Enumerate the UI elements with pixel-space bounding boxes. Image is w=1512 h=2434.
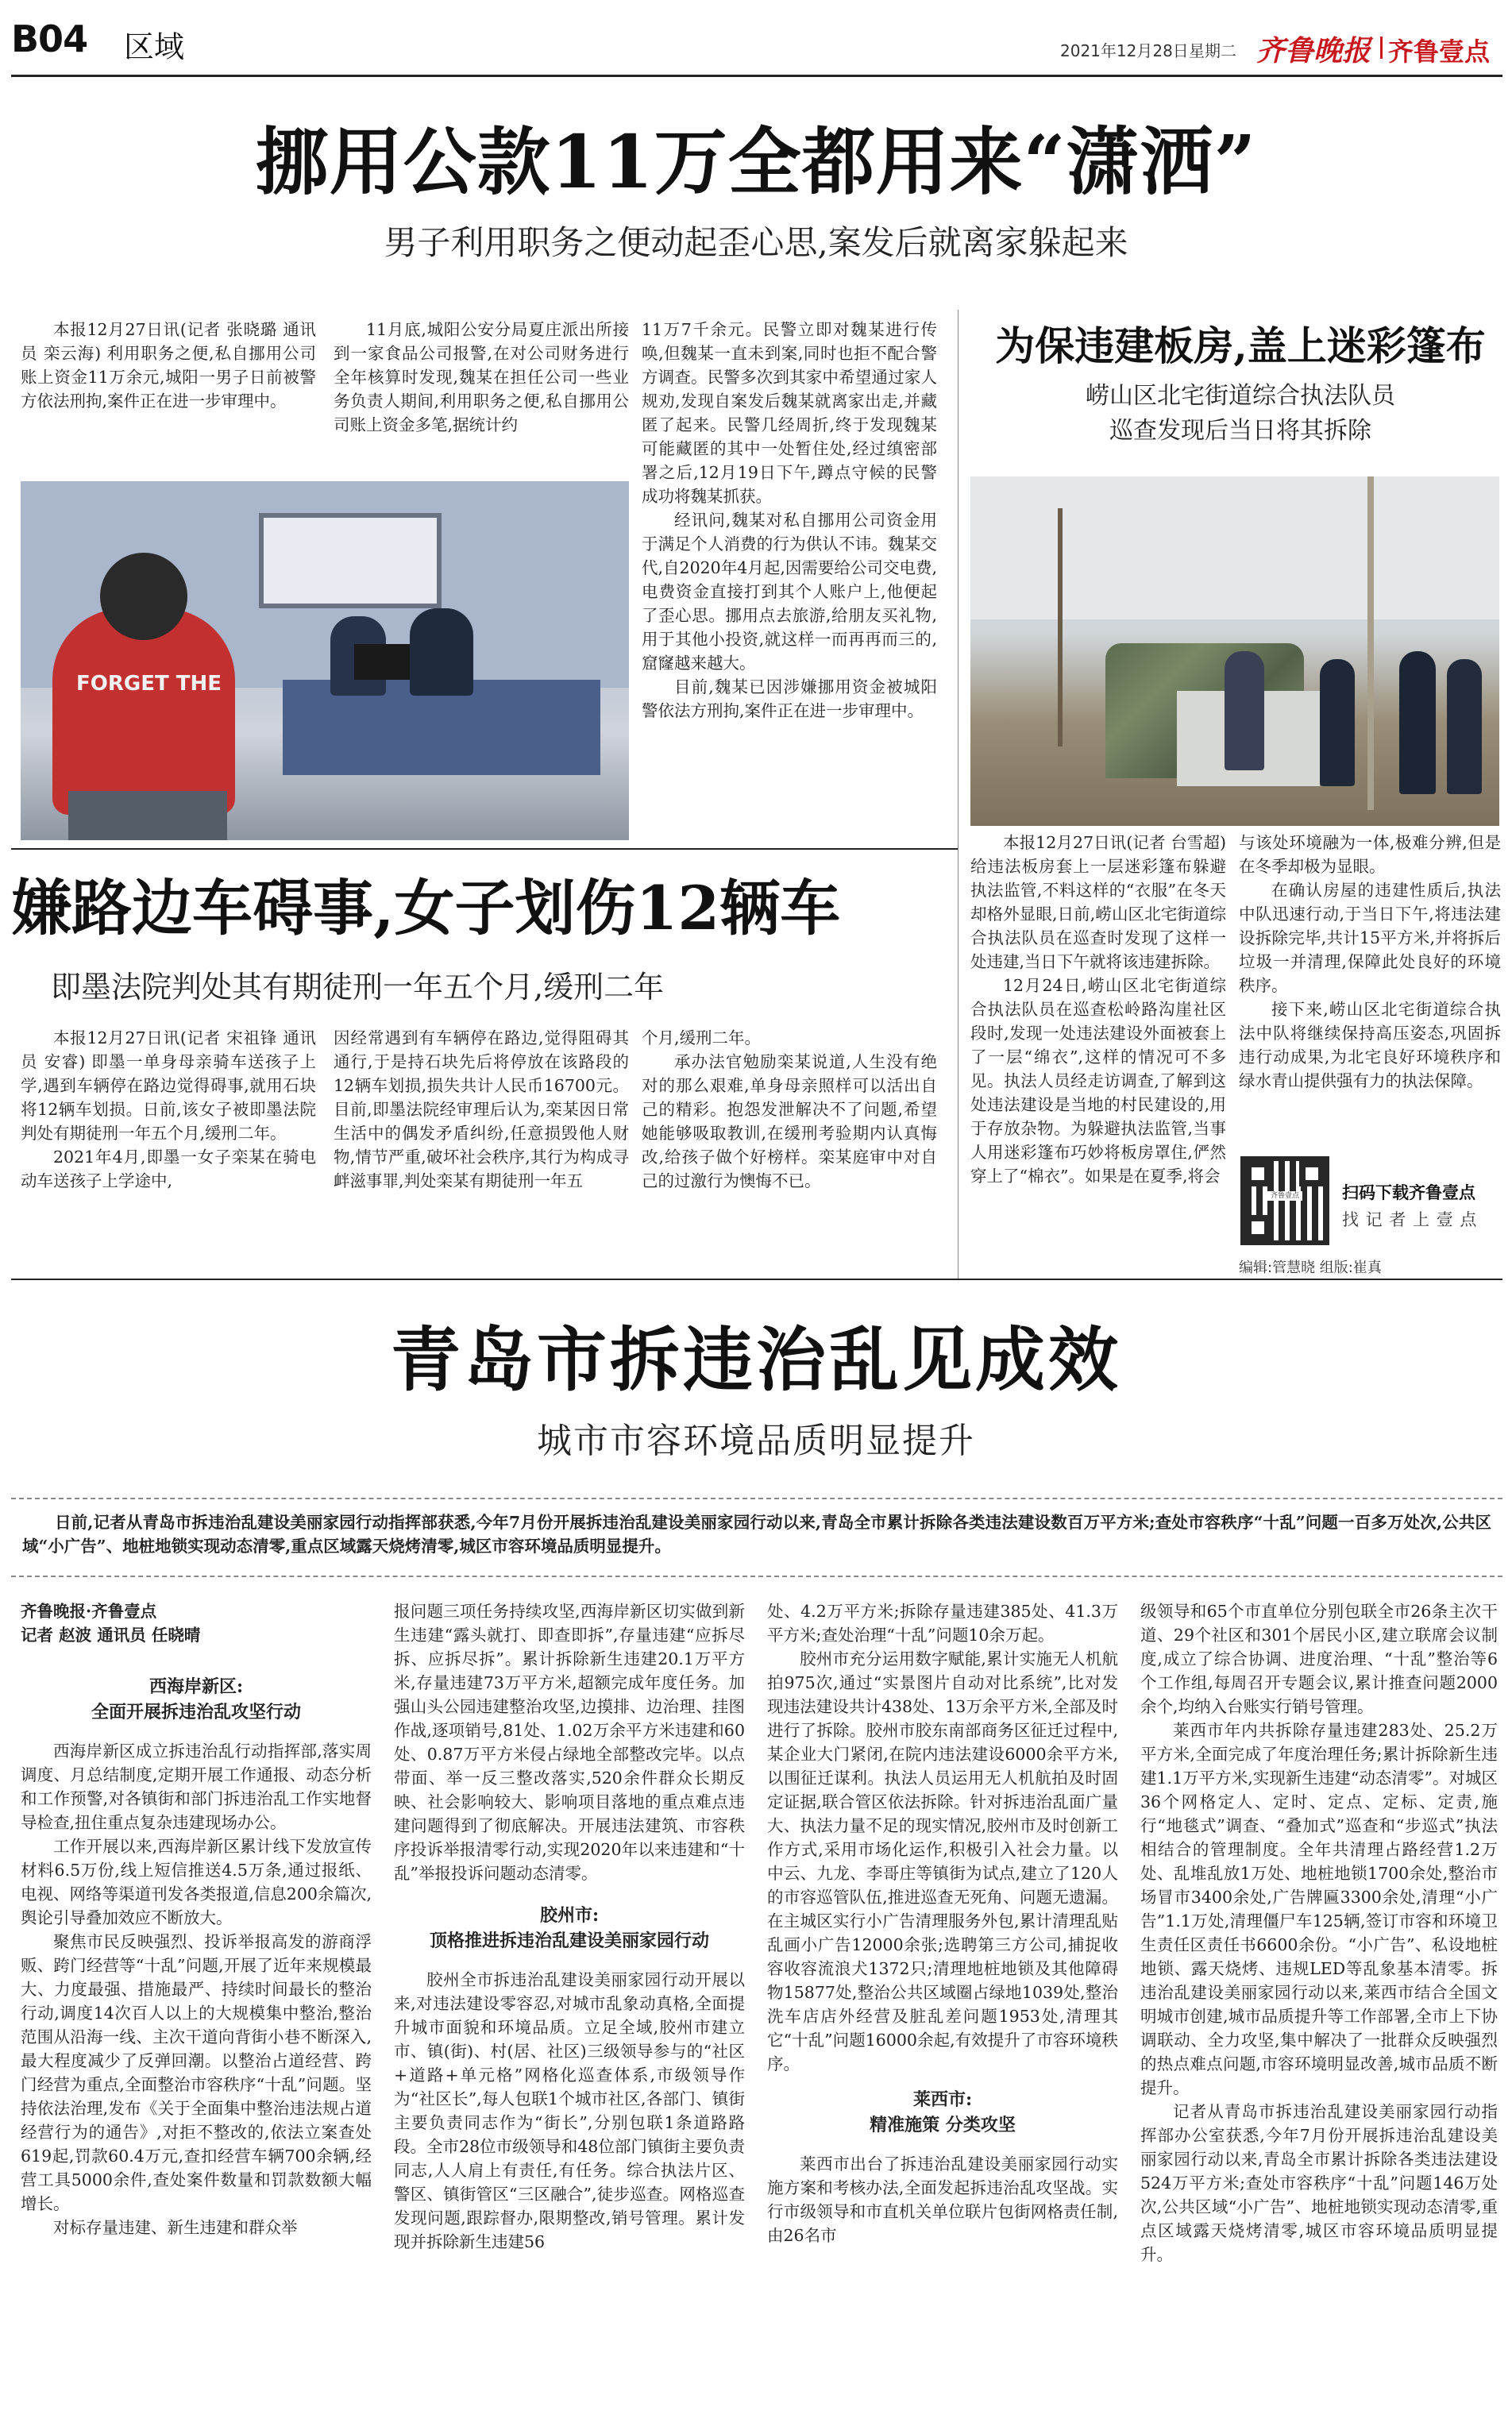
story1-rule bbox=[11, 848, 958, 850]
photo-chair bbox=[68, 791, 227, 840]
story1-col2: 11月底,城阳公安分局夏庄派出所接到一家食品公司报警,在对公司财务进行全年核算时发现,魏某在担任公司一些业务负责人期间,利用职务之便,私自挪用公司账上资金多笔,据统计约 bbox=[334, 320, 629, 434]
story4-lead: 日前,记者从青岛市拆违治乱建设美丽家园行动指挥部获悉,今年7月份开展拆违治乱建设美丽家园行动以来,青岛全市累计拆除各类违法建设数百万平方米;查处市容秩序“十乱”问题一百多万处次,公共区域“小广告”、地桩地锁实现动态清零,重点区域露天烧烤清零,城区市容环境品质明显提升。 bbox=[22, 1513, 1491, 1556]
story3-subhead-2: 巡查发现后当日将其拆除 bbox=[1109, 417, 1371, 445]
story4-subhead: 城市市容环境品质明显提升 bbox=[537, 1421, 975, 1461]
qr-finder-bl bbox=[1245, 1215, 1271, 1240]
story4-col2: 报问题三项任务持续攻坚,西海岸新区切实做到新生违建“露头就打、即查即拆”,存量违建“应拆尽拆、应拆尽拆”。累计拆除新生违建20.1万平方米,存量违建73万平方米,超额完成年度任务。加强山头公园违建整治攻坚,边摸排、边治理、挂图作战,逐项销号,81处、1.02万余平方米违建和60处、0.87万平方米侵占绿地全部整改完毕。以点带面、举一反三整改落实,520余件群众长期反映、社会影响较大、影响项目落地的重点难点违建问题得到了彻底解决。开展违法建筑、市容秩序投诉举报清零行动,实现2020年以来违建和“十乱”举报投诉问题动态清零。 胶州市: 顶格推进拆违治乱建设美丽家园行动 胶州全市拆违治乱建设美丽家园行动开展以来,对违法建设零容忍,对城市乱象动真格,全面提升城市面貌和环境品质。立足全域,胶州市建立市、镇(街)、村(居、社区)三级领导参与的“社区+道路+单元格”网格化巡查体系,市级领导作为“社区长”,每人包联1个城市社区,各部门、镇街主要负责同志作为“街长”,分别包联1条道路路段。全市28位市级领导和48位部门镇街主要负责同志,人人肩上有责任,有任务。综合执法片区、警区、镇街管区“三区融合”,徒步巡查。网格巡查发现问题,跟踪督办,限期整改,销号管理。累计发现并拆除新生违建56 bbox=[394, 1602, 745, 2251]
story4-col3: 处、4.2万平方米;拆除存量违建385处、41.3万平方米;查处治理“十乱”问题10余万起。 胶州市充分运用数字赋能,累计实施无人机航拍975次,通过“实景图片自动对比系统”,比对发现违法建设共计438处、13万余平方米,全部及时进行了拆除。胶州市胶东南部商务区征迁过程中,某企业大门紧闭,在院内违法建设6000余平方米,以围征迁谋利。执法人员运用无人机航拍及时固定证据,联合管区依法拆除。针对拆违治乱面广量大、执法力量不足的现实情况,胶州市及时创新工作方式,采用市场化运作,积极引入社会力量。以中云、九龙、李哥庄等镇街为试点,建立了120人的市容巡管队伍,推进巡查无死角、问题无遗漏。在主城区实行小广告清理服务外包,累计清理乱贴乱画小广告12000余张;选聘第三方公司,捕捉收容收容流浪犬1372只;清理地桩地锁及其他障碍物15877处,整治公共区域圈占绿地1039处,整治洗车店店外经营及脏乱差问题1953处,清理其它“十乱”问题16000余起,有效提升了市容环境秩序。 莱西市: 精准施策 分类攻坚 莱西市出台了拆违治乱建设美丽家园行动实施方案和考核办法,全面发起拆违治乱攻坚战。实行市级领导和市直机关单位联片包街网格责任制,由26名市 bbox=[767, 1602, 1118, 2245]
qr-code[interactable] bbox=[1240, 1156, 1329, 1245]
logo-divider bbox=[1380, 37, 1383, 59]
story4-col4: 级领导和65个市直单位分别包联全市26条主次干道、29个社区和301个居民小区,建立联席会议制度,成立了综合协调、进度治理、“十乱”整治等6个工作组,每周召开专题会议,累计推查问题2000余个,均纳入台账实行销号管理。 莱西市年内共拆除存量违建283处、25.2万平方米,全面完成了年度治理任务;累计拆除新生违建1.1万平方米,实现新生违建“动态清零”。对城区36个网格定人、定时、定点、定标、定责,施行“地毯式”调查、“叠加式”巡查和“步巡式”执法相结合的管理制度。全年共清理占路经营1.2万处、乱堆乱放1万处、地桩地锁1700余处,整治市场冒市3400余处,广告牌匾3300余处,清理“小广告”1.1万处,清理僵尸车125辆,签订市容和环境卫生责任区责任书6600余份。“小广告”、私设地桩地锁、露天烧烤、违规LED等乱象基本清零。拆违治乱建设美丽家园行动以来,莱西市结合全国文明城市创建,城市品质提升等工作部署,全市上下协调联动、全力攻坚,集中解决了一批群众反映强烈的热点难点问题,市容环境明显改善,城市品质不断提升。 记者从青岛市拆违治乱建设美丽家园行动指挥部办公室获悉,今年7月份开展拆违治乱建设美丽家园行动以来,青岛全市累计拆除各类违法建设524万平方米;查处市容秩序“十乱”问题146万处次,公共区域“小广告”、地桩地锁实现动态清零,重点区域露天烧烤清零,城区市容环境品质明显提升。 bbox=[1140, 1602, 1498, 2264]
photo-officer-c bbox=[1447, 659, 1482, 794]
page-number: B04 bbox=[11, 17, 88, 60]
qr-subtitle: 找 记 者 上 壹 点 bbox=[1342, 1210, 1478, 1229]
qr-center-label: 齐鲁壹点 bbox=[1267, 1191, 1302, 1201]
story1-subhead: 男子利用职务之便动起歪心思,案发后就离家躲起来 bbox=[384, 223, 1128, 262]
story1-photo bbox=[21, 481, 629, 840]
editor-credits: 编辑:管慧晓 组版:崔真 bbox=[1239, 1259, 1382, 1276]
story3-subhead-1: 崂山区北宅街道综合执法队员 bbox=[1086, 382, 1395, 410]
story3-col2: 与该处环境融为一体,极难分辨,但是在冬季却极为显眼。 在确认房屋的违建性质后,执法中队迅速行动,于当日下午,将违法建设拆除完毕,共计15平方米,并将拆后垃圾一并清理,保障此处良好的环境秩序。 接下来,崂山区北宅街道综合执法中队将继续保持高压姿态,巩固拆违行动成果,为北宅良好环境秩序和绿水青山提供强有力的执法保障。 bbox=[1239, 833, 1501, 1090]
story4-lead-box bbox=[11, 1498, 1502, 1577]
photo-sky bbox=[970, 476, 1499, 619]
masthead-rule bbox=[11, 75, 1502, 77]
story2-col2: 因经常遇到有车辆停在路边,觉得阻碍其通行,于是持石块先后将停放在该路段的12辆车划损,损失共计人民币16700元。目前,即墨法院经审理后认为,栾某因日常生活中的偶发矛盾纠纷,任意损毁他人财物,情节严重,破坏社会秩序,其行为构成寻衅滋事罪,判处栾某有期徒刑一年五 bbox=[334, 1028, 629, 1190]
photo-monitor bbox=[354, 644, 410, 680]
story1-col3: 11万7千余元。民警立即对魏某进行传唤,但魏某一直未到案,同时也拒不配合警方调查。民警多次到其家中希望通过家人规劝,发现自案发后魏某就离家出走,并藏匿了起来。民警几经周折,终于发现魏某可能藏匿的其中一处暂住处,经过缜密部署之后,12月19日下午,蹲点守候的民警成功将魏某抓获。 经讯问,魏某对私自挪用公司资金用于满足个人消费的行为供认不讳。魏某交代,自2020年4月起,因需要给公司交电费,电费资金直接打到其个人账户上,他便起了歪心思。挪用点去旅游,给朋友买礼物,用于其他小投资,就这样一而再再而三的,窟窿越来越大。 目前,魏某已因涉嫌挪用资金被城阳警依法方刑拘,案件正在进一步审理中。 bbox=[642, 320, 937, 720]
story2-col3: 个月,缓刑二年。 承办法官勉励栾某说道,人生没有绝对的那么艰难,单身母亲照样可以活出自己的精彩。抱怨发泄解决不了问题,希望她能够吸取教训,在缓刑考验期内认真悔改,给孩子做个好榜样。栾某庭审中对自己的过激行为懊悔不已。 bbox=[642, 1028, 937, 1190]
photo-officer-b bbox=[1399, 651, 1436, 794]
photo-pole bbox=[1367, 476, 1374, 810]
story1-headline: 挪用公款11万全都用来“潇洒” bbox=[255, 119, 1257, 205]
issue-weekday: 星期二 bbox=[1189, 41, 1236, 60]
photo-tree bbox=[1058, 508, 1063, 746]
story1-col1: 本报12月27日讯(记者 张晓璐 通讯员 栾云海) 利用职务之便,私自挪用公司账上资金11万余元,城阳一男子日前被警方依法刑拘,案件正在进一步审理中。 bbox=[21, 320, 316, 411]
story3-col1: 本报12月27日讯(记者 台雪超) 给违法板房套上一层迷彩篷布躲避执法监管,不料这样的“衣服”在冬天却格外显眼,日前,崂山区北宅街道综合执法队员在巡查时发现了这样一处违建,当日下午就将该违建拆除。 12月24日,崂山区北宅街道综合执法队员在巡查松岭路沟崖社区段时,发现一处违法建设外面被套上了一层“绵衣”,这样的情况可不多见。执法人员经走访调查,了解到这处违法建设是当地的村民建设的,用于存放杂物。为躲避执法监管,当事人用迷彩篷布巧妙将板房罩住,俨然穿上了“棉衣”。如果是在夏季,将会 bbox=[970, 833, 1226, 1186]
qr-finder-tl bbox=[1245, 1161, 1271, 1186]
photo-worker bbox=[1225, 651, 1264, 770]
qr-finder-tr bbox=[1299, 1161, 1325, 1186]
qr-title: 扫码下载齐鲁壹点 bbox=[1342, 1183, 1475, 1202]
photo-officer-a bbox=[1320, 659, 1355, 786]
photo-shirt-text: FORGET THE bbox=[76, 672, 222, 696]
issue-date: 2021年12月28日 bbox=[1060, 41, 1189, 60]
story2-col1: 本报12月27日讯(记者 宋祖锋 通讯员 安睿) 即墨一单身母亲骑车送孩子上学,遇到车辆停在路边觉得碍事,就用石块将12辆车划损。日前,该女子被即墨法院判处有期徒刑一年五个月,缓刑二年。 2021年4月,即墨一女子栾某在骑电动车送孩子上学途中, bbox=[21, 1028, 316, 1190]
story3-photo bbox=[970, 476, 1499, 826]
sec1-subtitle: 全面开展拆违治乱攻坚行动 bbox=[91, 1702, 301, 1722]
sec3-title: 莱西市: bbox=[912, 2089, 973, 2110]
story4-col1: 齐鲁晚报·齐鲁壹点 记者 赵波 通讯员 任晓晴 西海岸新区: 全面开展拆违治乱攻坚行动 西海岸新区成立拆违治乱行动指挥部,落实周调度、月总结制度,定期开展工作通报、动态分析和工作预警,对各镇街和部门拆违治乱工作实地督导检查,扭住重点复杂违建现场办公。 工作开展以来,西海岸新区累计线下发放宣传材料6.5万份,线上短信推送4.5万条,通过报纸、电视、网络等渠道刊发各类报道,信息200余篇次,舆论引导叠加效应不断放大。 聚焦市民反映强烈、投诉举报高发的游商浮贩、跨门经营等“十乱”问题,开展了近年来规模最大、力度最强、措施最严、持续时间最长的整治行动,调度14次百人以上的大规模集中整治,整治范围从沿海一线、主次干道向背街小巷不断深入,最大程度减少了反弹回潮。以整治占道经营、跨门经营为重点,全面整治市容秩序“十乱”问题。坚持依法治理,发布《关于全面集中整治违法规占道经营行为的通告》,对拒不整改的,依法立案查处619起,罚款60.4万元,查扣经营车辆700余辆,经营工具5000余件,查处案件数量和罚款数额大幅增长。 对标存量违建、新生违建和群众举 bbox=[21, 1602, 372, 2237]
story2-headline: 嫌路边车碍事,女子划伤12辆车 bbox=[11, 873, 841, 943]
story4-headline: 青岛市拆违治乱见成效 bbox=[390, 1318, 1121, 1401]
sec1-title: 西海岸新区: bbox=[148, 1676, 244, 1697]
paper-logo: 齐鲁晚报 bbox=[1256, 34, 1371, 68]
section-name: 区域 bbox=[124, 29, 185, 64]
photo-window bbox=[259, 513, 442, 608]
story2-subhead: 即墨法院判处其有期徒刑一年五个月,缓刑二年 bbox=[51, 970, 665, 1005]
sec3-subtitle: 精准施策 分类攻坚 bbox=[870, 2115, 1016, 2135]
story3-headline: 为保违建板房,盖上迷彩篷布 bbox=[995, 322, 1486, 369]
story3-bottom-rule bbox=[11, 1279, 1502, 1280]
sec2-subtitle: 顶格推进拆违治乱建设美丽家园行动 bbox=[429, 1931, 709, 1951]
sec2-title: 胶州市: bbox=[539, 1905, 600, 1926]
app-logo: 齐鲁壹点 bbox=[1388, 37, 1491, 67]
photo-suspect-head bbox=[100, 553, 187, 640]
masthead bbox=[0, 0, 1512, 75]
photo-officer-2 bbox=[410, 608, 473, 696]
